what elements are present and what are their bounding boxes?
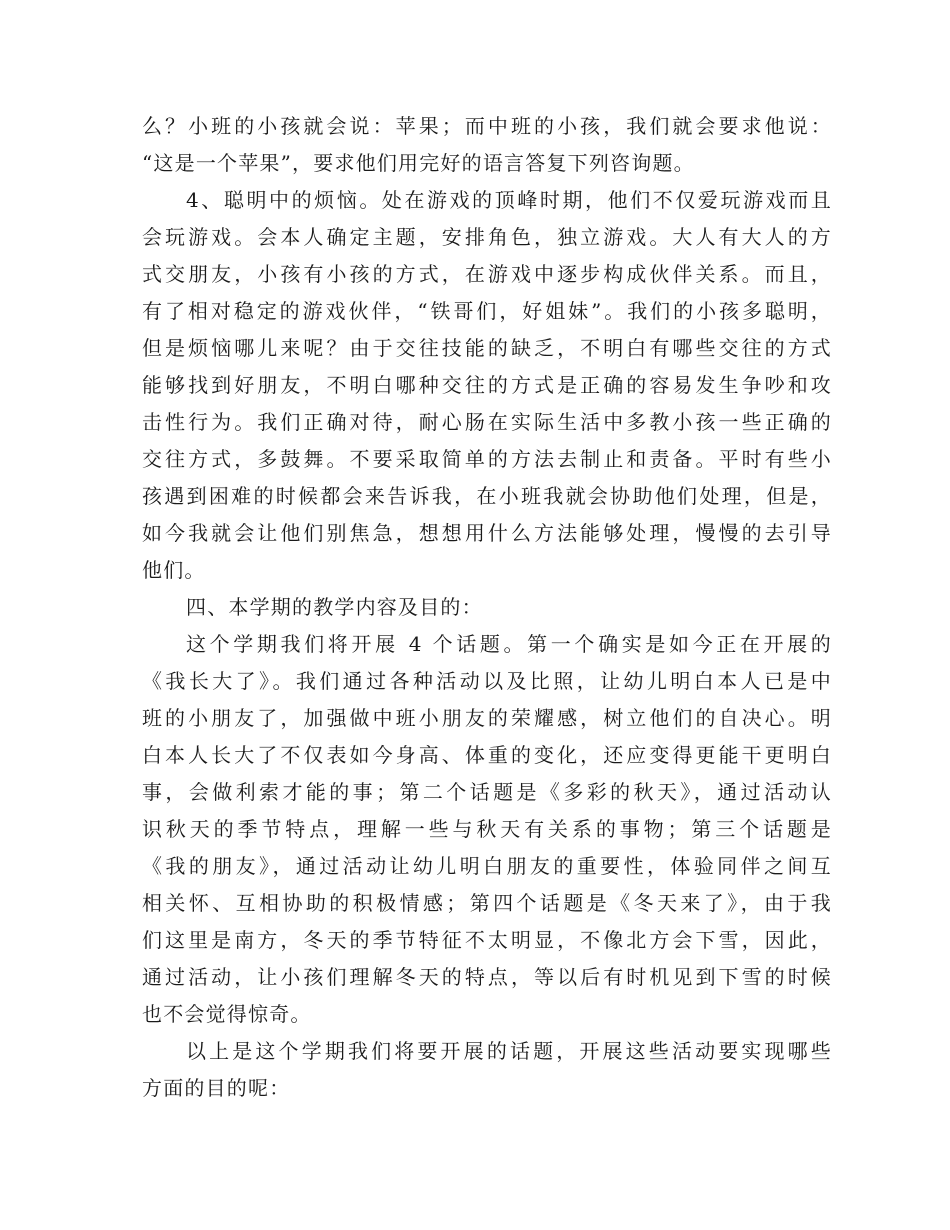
- text-line: 有了相对稳定的游戏伙伴，“铁哥们，好姐妹”。我们的小孩多聪明，: [142, 299, 832, 323]
- text-line: 也不会觉得惊奇。: [142, 1002, 312, 1026]
- text-line: 如今我就会让他们别焦急，想想用什么方法能够处理，慢慢的去引导: [142, 521, 832, 545]
- text-line: 相关怀、互相协助的积极情感；第四个话题是《冬天来了》，由于我: [142, 891, 832, 915]
- text-line: 交往方式，多鼓舞。不要采取简单的方法去制止和责备。平时有些小: [142, 447, 832, 471]
- text-line: 以上是这个学期我们将要开展的话题，开展这些活动要实现哪些: [186, 1039, 832, 1063]
- text-line: 这个学期我们将开展 4 个话题。第一个确实是如今正在开展的: [186, 632, 832, 656]
- text-line: “这是一个苹果”，要求他们用完好的语言答复下列咨询题。: [142, 151, 695, 175]
- text-line: 四、本学期的教学内容及目的：: [186, 595, 483, 619]
- document-body: [142, 108, 832, 1107]
- text-line: 么？小班的小孩就会说：苹果；而中班的小孩，我们就会要求他说：: [142, 114, 832, 138]
- text-line: 方面的目的呢：: [142, 1076, 291, 1100]
- text-line: 事，会做利索才能的事；第二个话题是《多彩的秋天》，通过活动认: [142, 780, 832, 804]
- text-line: 击性行为。我们正确对待，耐心肠在实际生活中多教小孩一些正确的: [142, 410, 832, 434]
- text-line: 通过活动，让小孩们理解冬天的特点，等以后有时机见到下雪的时候: [142, 965, 832, 989]
- text-line: 孩遇到困难的时候都会来告诉我，在小班我就会协助他们处理，但是，: [142, 484, 832, 508]
- text-line: 能够找到好朋友，不明白哪种交往的方式是正确的容易发生争吵和攻: [142, 373, 832, 397]
- text-line: 《我长大了》。我们通过各种活动以及比照，让幼儿明白本人已是中: [142, 669, 832, 693]
- text-line: 们这里是南方，冬天的季节特征不太明显，不像北方会下雪，因此，: [142, 928, 832, 952]
- text-line: 他们。: [142, 558, 206, 582]
- text-line: 4、聪明中的烦恼。处在游戏的顶峰时期，他们不仅爱玩游戏而且: [186, 188, 832, 212]
- text-line: 式交朋友，小孩有小孩的方式，在游戏中逐步构成伙伴关系。而且，: [142, 262, 832, 286]
- text-line: 识秋天的季节特点，理解一些与秋天有关系的事物；第三个话题是: [142, 817, 832, 841]
- text-line: 但是烦恼哪儿来呢？由于交往技能的缺乏，不明白有哪些交往的方式: [142, 336, 832, 360]
- text-line: 白本人长大了不仅表如今身高、体重的变化，还应变得更能干更明白: [142, 743, 832, 767]
- text-line: 会玩游戏。会本人确定主题，安排角色，独立游戏。大人有大人的方: [142, 225, 832, 249]
- text-line: 《我的朋友》，通过活动让幼儿明白朋友的重要性，体验同伴之间互: [142, 854, 832, 878]
- text-line: 班的小朋友了，加强做中班小朋友的荣耀感，树立他们的自决心。明: [142, 706, 832, 730]
